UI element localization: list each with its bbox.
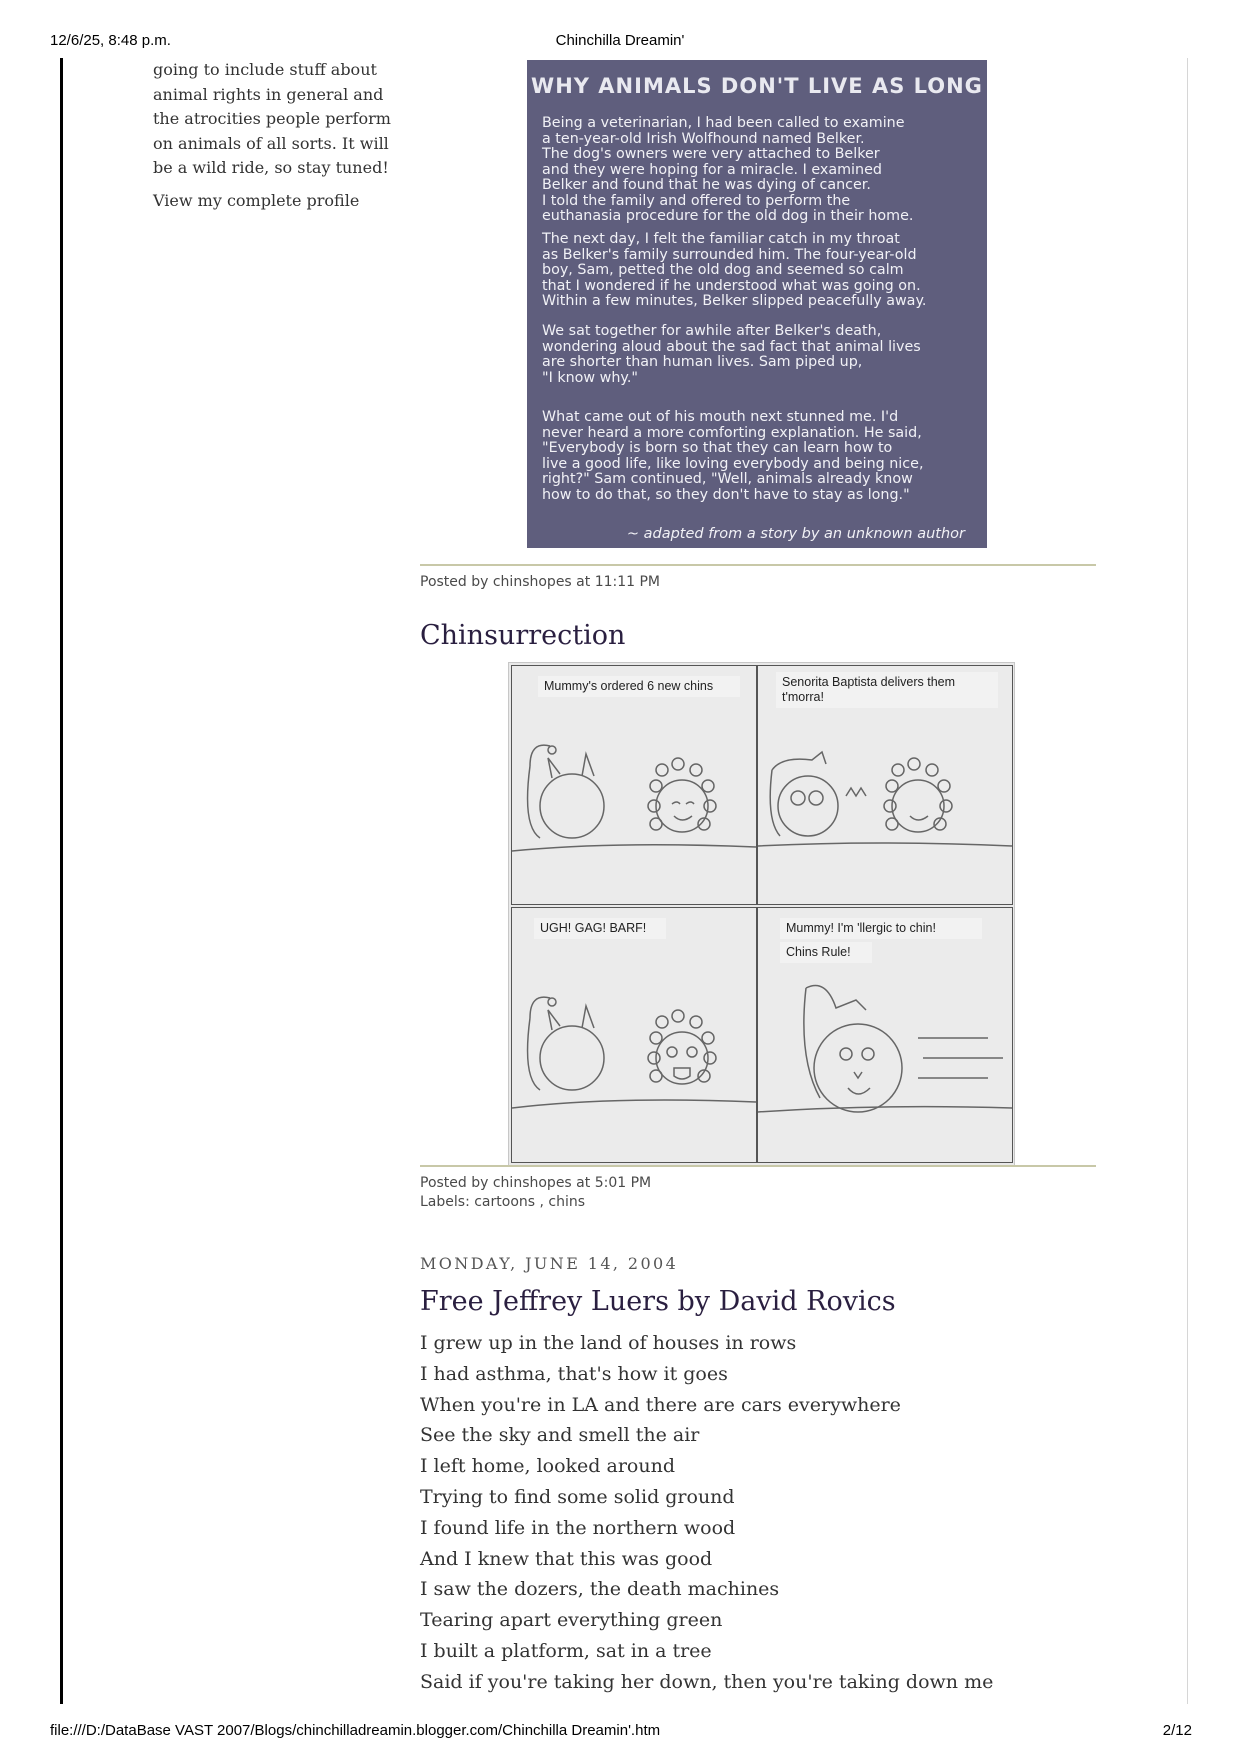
story-line: and they were hoping for a miracle. I examined [542,161,882,178]
about-text-line: the atrocities people perform [153,109,391,128]
story-line: euthanasia procedure for the old dog in their home. [542,208,914,224]
lyric-line: When you're in LA and there are cars everywhere [420,1393,901,1416]
story-line: a ten-year-old Irish Wolfhound named Belker. [542,130,865,147]
story-image [527,60,987,548]
view-profile-link[interactable]: View my complete profile [153,190,360,210]
comic-panel-3 [511,907,757,1163]
sidebar-profile [153,58,393,213]
post-title-free-jeffrey-luers[interactable]: Free Jeffrey Luers by David Rovics [420,1286,896,1317]
print-file-url: file:///D:/DataBase VAST 2007/Blogs/chinchilladreamin.blogger.com/Chinchilla Dreamin'.htm [50,1722,661,1739]
comic-drawing [512,666,756,904]
lyric-line: I left home, looked around [420,1455,675,1478]
story-line: "Everybody is born so that they can learn how to [542,440,893,456]
story-attribution: ~ adapted from a story by an unknown author [626,526,965,542]
post-footer [420,1174,651,1212]
story-line: We sat together for awhile after Belker's death, [542,323,882,339]
story-paragraph-1 [542,116,974,225]
comic-panel-1 [511,665,757,905]
post-separator [420,564,1096,566]
about-text-line: be a wild ride, so stay tuned! [153,158,389,177]
page-right-border [1187,58,1188,1704]
post-footer [420,573,660,592]
story-line: right?" Sam continued, "Well, animals already know [542,471,913,487]
print-footer [0,1722,1240,1742]
page-left-border [60,58,63,1704]
lyric-line: I found life in the northern wood [420,1516,736,1539]
comic-panel-2 [757,665,1013,905]
story-line: I told the family and offered to perform the [542,192,851,209]
story-line: wondering aloud about the sad fact that animal lives [542,338,921,355]
comic-panel-4 [757,907,1013,1163]
story-line: boy, Sam, petted the old dog and seemed so calm [542,262,904,278]
story-line: The dog's owners were very attached to Belker [542,146,880,162]
lyric-line: Tearing apart everything green [420,1609,723,1632]
story-image-title: WHY ANIMALS DON'T LIVE AS LONG [531,74,983,98]
story-line: are shorter than human lives. Sam piped up, [542,354,863,370]
lyric-line: I built a platform, sat in a tree [420,1639,712,1662]
story-line: Belker and found that he was dying of cancer. [542,177,871,193]
comic-caption: UGH! GAG! BARF! [534,918,666,939]
story-line: Being a veterinarian, I had been called to examine [542,115,905,131]
comic-caption: Chins Rule! [780,942,872,963]
comic-caption: Senorita Baptista delivers them t'morra! [776,672,998,708]
comic-drawing [758,908,1012,1162]
lyric-line: And I knew that this was good [420,1547,713,1570]
about-text-line: animal rights in general and [153,84,384,104]
post-title-chinsurrection[interactable]: Chinsurrection [420,620,626,651]
story-line: live a good life, like loving everybody and being nice, [542,455,924,472]
about-text-line: going to include stuff about [153,60,377,79]
story-paragraph-2 [542,232,974,310]
lyric-line: Trying to find some solid ground [420,1485,735,1508]
story-line: What came out of his mouth next stunned me. I'd [542,409,899,425]
comic-strip [508,662,1015,1166]
date-header: MONDAY, JUNE 14, 2004 [420,1254,679,1273]
post-body-lyrics [420,1328,993,1698]
lyric-line: Said if you're taking her down, then you're taking down me [420,1670,994,1693]
print-page-number: 2/12 [1162,1722,1192,1739]
lyric-line: See the sky and smell the air [420,1424,700,1447]
post-byline: Posted by chinshopes at 11:11 PM [420,574,661,590]
about-text-line: on animals of all sorts. It will [153,133,389,153]
print-header [0,32,1240,52]
post-byline: Posted by chinshopes at 5:01 PM [420,1175,652,1191]
story-line: how to do that, so they don't have to stay as long." [542,486,910,503]
print-datetime: 12/6/25, 8:48 p.m. [50,32,171,49]
story-line: that I wondered if he understood what was going on. [542,277,921,294]
story-paragraph-4 [542,410,974,503]
comic-drawing [758,666,1012,904]
print-page-title: Chinchilla Dreamin' [555,32,685,49]
comic-drawing [512,908,756,1162]
lyric-line: I grew up in the land of houses in rows [420,1332,797,1354]
comic-caption: Mummy's ordered 6 new chins [538,676,740,697]
story-line: as Belker's family surrounded him. The four-year-old [542,246,917,263]
lyric-line: I saw the dozers, the death machines [420,1578,780,1601]
story-line: Within a few minutes, Belker slipped peacefully away. [542,293,927,309]
story-line: "I know why." [542,369,638,386]
post-separator [420,1165,1096,1167]
post-labels: Labels: cartoons , chins [420,1194,586,1210]
story-paragraph-3 [542,324,974,386]
story-line: never heard a more comforting explanation. He said, [542,424,922,441]
story-line: The next day, I felt the familiar catch in my throat [542,231,900,247]
comic-caption: Mummy! I'm 'llergic to chin! [780,918,982,939]
lyric-line: I had asthma, that's how it goes [420,1362,728,1385]
